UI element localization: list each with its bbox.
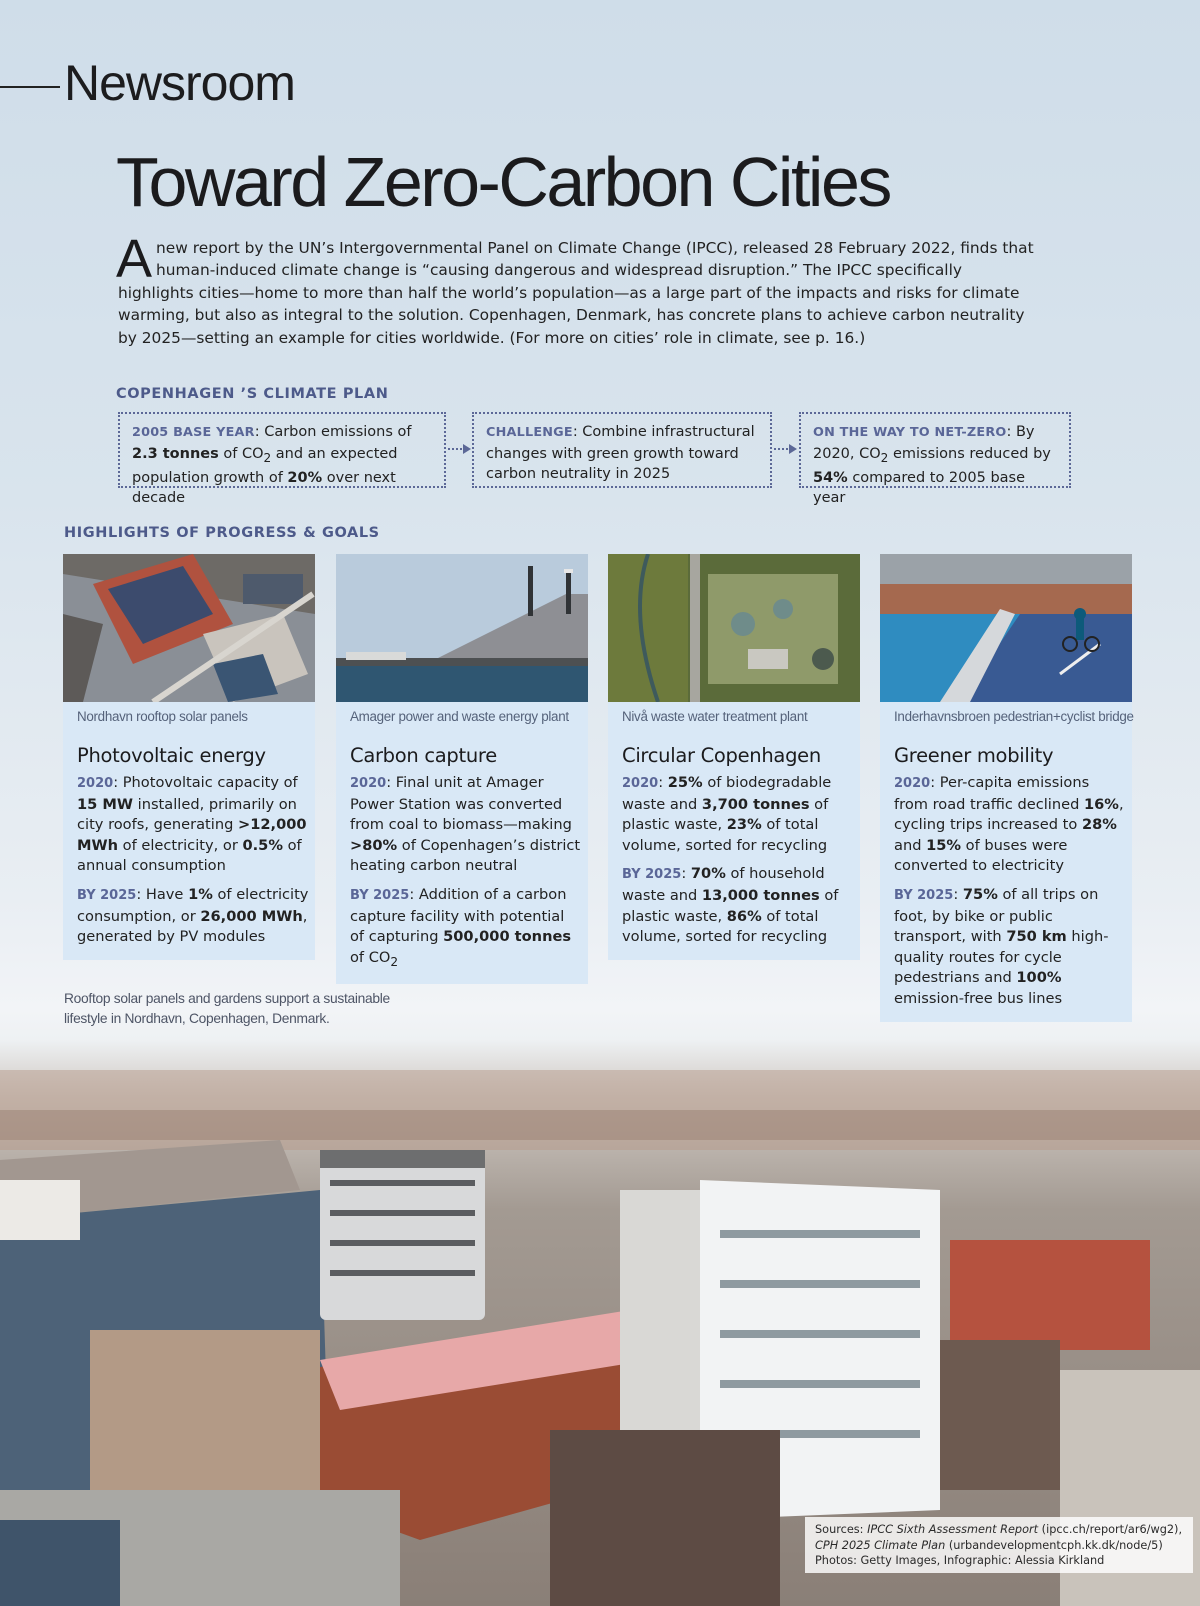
text: of CO <box>350 948 391 966</box>
text: of household waste and <box>622 865 825 904</box>
value: 25% <box>667 774 703 791</box>
plan-step-challenge <box>472 412 772 488</box>
highlights-heading: HIGHLIGHTS OF PROGRESS & GOALS <box>64 525 380 541</box>
bridge-photo <box>880 554 1132 702</box>
text: : Photovoltaic capacity of <box>113 774 298 791</box>
source-url: (urbandevelopmentcph.kk.dk/node/5) <box>945 1538 1163 1552</box>
sources-box <box>805 1517 1193 1573</box>
text: of total volume, sorted for recycling <box>622 907 828 946</box>
plan-step-text: compared to 2005 base year <box>813 469 1026 507</box>
plan-step-text: of CO <box>218 445 264 462</box>
card-2020-text <box>350 773 582 877</box>
plan-step-text: : Carbon emissions of <box>254 424 412 440</box>
text: of plastic waste, <box>622 795 829 834</box>
year-kicker: 2020 <box>894 776 931 791</box>
intro-paragraph <box>116 229 1038 349</box>
value: 15% <box>926 836 962 854</box>
section-name: Newsroom <box>64 55 295 111</box>
value: >12,000 MWh <box>77 816 307 854</box>
card-title: Photovoltaic energy <box>77 744 266 767</box>
subscript: 2 <box>263 450 272 465</box>
value: 0.5% <box>242 836 283 854</box>
plan-step-text: : Combine infrastructural changes with green growth toward carbon neutrality in 2025 <box>486 424 755 482</box>
year-kicker: BY 2025 <box>350 887 410 903</box>
text: of annual consumption <box>77 836 302 875</box>
plan-step-text: over next decade <box>132 469 396 507</box>
page-title: Toward Zero-Carbon Cities <box>116 143 890 221</box>
value: 15 MW <box>77 795 134 813</box>
value: 16% <box>1084 795 1119 813</box>
year-kicker: BY 2025 <box>622 867 682 883</box>
photo-caption: Nivå waste water treatment plant <box>622 709 808 724</box>
source-line-2 <box>815 1538 1183 1554</box>
text: of total volume, sorted for recycling <box>622 816 828 854</box>
value: 23% <box>726 816 762 834</box>
value: 100% <box>1016 969 1062 987</box>
photo-caption: Amager power and waste energy plant <box>350 709 569 724</box>
plan-heading: COPENHAGEN ’S CLIMATE PLAN <box>116 386 389 402</box>
value: 3,700 tonnes <box>701 795 810 813</box>
subscript: 2 <box>390 954 399 969</box>
text: of plastic waste, <box>622 886 839 925</box>
text: : Have <box>136 885 189 903</box>
card-body <box>336 767 588 984</box>
text: : <box>658 774 668 791</box>
source-title: IPCC Sixth Assessment Report <box>867 1523 1039 1536</box>
highlight-card-circular <box>608 554 860 960</box>
card-2020-text <box>622 773 854 856</box>
main-photo-caption: Rooftop solar panels and gardens support a sustainable lifestyle in Nordhavn, Copenhagen, Denmark. <box>64 991 390 1026</box>
value: 28% <box>1081 816 1117 834</box>
text: of Copenhagen’s district heating carbon neutral <box>350 836 581 875</box>
solar-rooftops-photo <box>63 554 315 702</box>
arrow-right-icon <box>446 443 472 455</box>
value: >80% <box>350 836 398 854</box>
text: of electricity consumption, or <box>77 885 309 925</box>
value: 75% <box>962 885 998 903</box>
card-title: Carbon capture <box>350 744 497 767</box>
plan-step-value: 54% <box>813 469 848 486</box>
plan-step-kicker: ON THE WAY TO NET-ZERO <box>813 425 1007 440</box>
card-2025-text <box>77 885 309 948</box>
sources-prefix: Sources: <box>815 1523 868 1536</box>
year-kicker: 2020 <box>77 776 114 791</box>
value: 70% <box>690 865 726 883</box>
text: installed, primarily on city roofs, generating <box>77 795 297 834</box>
card-2025-text <box>350 885 582 972</box>
plan-step-kicker: 2005 BASE YEAR <box>132 425 255 440</box>
highlight-card-photovoltaic <box>63 554 315 960</box>
photo-caption: Nordhavn rooftop solar panels <box>77 709 248 724</box>
year-kicker: BY 2025 <box>77 887 137 903</box>
card-2025-text <box>622 864 854 947</box>
text: of buses were converted to electricity <box>894 836 1068 875</box>
plan-step-text: : By 2020, CO <box>813 424 1035 462</box>
value: 13,000 tonnes <box>701 886 820 904</box>
plan-step-net-zero <box>799 412 1071 507</box>
plan-step-value: 2.3 tonnes <box>132 445 219 462</box>
card-2020-text <box>77 773 309 877</box>
card-2020-text <box>894 773 1126 877</box>
card-body <box>608 767 860 960</box>
text: : <box>953 885 963 903</box>
card-title: Circular Copenhagen <box>622 744 821 767</box>
year-kicker: BY 2025 <box>894 887 954 903</box>
value: 86% <box>726 907 762 925</box>
year-kicker: 2020 <box>350 776 387 791</box>
highlight-card-carbon-capture <box>336 554 588 984</box>
text: of biodegradable waste and <box>622 774 832 813</box>
text: and <box>894 836 927 854</box>
text: : Final unit at Amager Power Station was converted from coal to biomass—making <box>350 774 572 834</box>
arrow-right-icon <box>772 443 798 455</box>
year-kicker: 2020 <box>622 776 659 791</box>
text: , cycling trips increased to <box>894 795 1124 834</box>
plan-step-text: and an expected population growth of <box>132 445 398 486</box>
photo-credits: Photos: Getty Images, Infographic: Alessia Kirkland <box>815 1554 1105 1567</box>
text: : Per-capita emissions from road traffic declined <box>894 774 1090 813</box>
plan-step-kicker: CHALLENGE <box>486 425 573 440</box>
source-title: CPH 2025 Climate Plan <box>815 1538 946 1552</box>
plan-step-text: emissions reduced by <box>888 445 1051 462</box>
drop-cap: A <box>116 229 153 289</box>
card-2025-text <box>894 885 1126 1010</box>
text: of electricity, or <box>118 836 243 854</box>
power-plant-photo <box>336 554 588 702</box>
text: : Addition of a carbon capture facility with potential of capturing <box>350 885 567 946</box>
photo-caption: Inderhavnsbroen pedestrian+cyclist bridge <box>894 709 1134 724</box>
plan-step-value: 20% <box>287 469 323 486</box>
text: , generated by PV modules <box>77 907 308 946</box>
section-rule <box>0 86 60 88</box>
card-title: Greener mobility <box>894 744 1054 767</box>
value: 750 km <box>1006 928 1067 946</box>
value: 1% <box>188 885 213 903</box>
source-line-1 <box>815 1522 1183 1538</box>
intro-text: new report by the UN’s Intergovernmental Panel on Climate Change (IPCC), released 28 February 2022, finds that human-induced climate change is “causing dangerous and widespread disruption.” The IPCC specifically highlights cities—home to more than half the world’s population—as a large part of the impacts and risks for climate warming, but also as integral to the solution. Copenhagen, Denmark, has concrete plans to achieve carbon neutrality by 2025—setting an example for cities worldwide. (For more on cities’ role in climate, see p. 16.) <box>118 239 1034 347</box>
value: 500,000 tonnes <box>443 928 572 946</box>
text: emission-free bus lines <box>894 989 1063 1007</box>
treatment-plant-photo <box>608 554 860 702</box>
source-url: (ipcc.ch/report/ar6/wg2), <box>1038 1523 1183 1536</box>
plan-step-base-year <box>118 412 446 507</box>
text: : <box>681 865 691 883</box>
card-body <box>63 767 315 960</box>
highlight-card-mobility <box>880 554 1132 1022</box>
subscript: 2 <box>880 450 889 465</box>
value: 26,000 MWh <box>200 907 303 925</box>
text: of all trips on foot, by bike or public transport, with <box>894 885 1099 946</box>
card-body <box>880 767 1132 1022</box>
text: high-quality routes for cycle pedestrians and <box>894 928 1109 987</box>
